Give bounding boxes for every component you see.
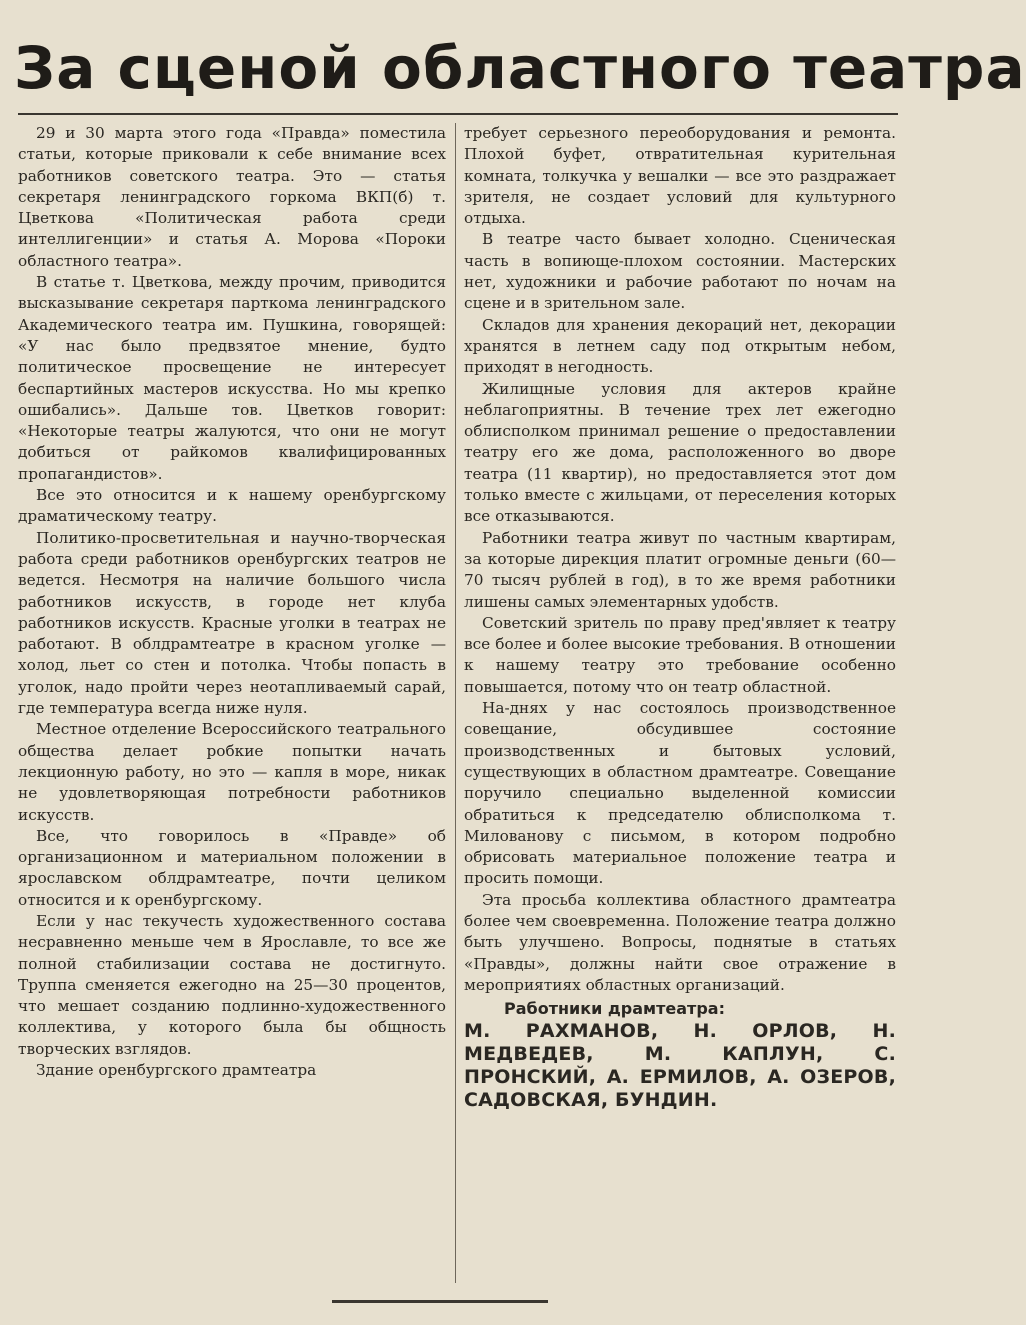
paragraph: Здание оренбургского драмтеатра	[36, 1061, 317, 1080]
closing-rule	[332, 1300, 548, 1303]
paragraph: 29 и 30 марта этого года «Правда» поместила статьи, которые приковали к себе внимание всех работников советского театра. Это — статья секретаря ленинградского горкома ВКП(б) т. Цветкова «Политическая работа среди интеллигенции» и статья А. Морова «Пороки областного театра».	[18, 124, 446, 270]
paragraph: Все, что говорилось в «Правде» об организационном и материальном положении в ярославском облдрамтеатре, почти целиком относится и к оренбургскому.	[18, 826, 446, 909]
right-column	[464, 123, 896, 1112]
paragraph: Работники театра живут по частным квартирам, за которые дирекция платит огромные деньги (60—70 тысяч рублей в год), в то же время работники лишены самых элементарных удобств.	[464, 528, 896, 611]
paragraph: В статье т. Цветкова, между прочим, приводится высказывание секретаря парткома ленинградского Академического театра им. Пушкина, говорящей: «У нас было предвзятое мнение, будто политическое просвещение не интересует беспартийных мастеров искусства. Но мы крепко ошибались». Дальше тов. Цветков говорит: «Некоторые театры жалуются, что они не могут добиться от райкомов квалифицированных пропагандистов».	[18, 273, 446, 483]
paragraph: Все это относится и к нашему оренбургскому драматическому театру.	[18, 486, 446, 526]
signature-heading: Работники драмтеатра:	[504, 999, 725, 1019]
signature-names: М. РАХМАНОВ, Н. ОРЛОВ, Н. МЕДВЕДЕВ, М. КАПЛУН, С. ПРОНСКИЙ, А. ЕРМИЛОВ, А. ОЗЕРОВ, САДОВСКАЯ, БУНДИН.	[464, 1020, 896, 1112]
paragraph: На-днях у нас состоялось производственное совещание, обсудившее состояние производственных и бытовых условий, существующих в областном драмтеатре. Совещание поручило специально выделенной комиссии обратиться к председателю облисполкома т. Милованову с письмом, в котором подробно обрисовать материальное положение театра и просить помощи.	[464, 699, 896, 888]
paragraph: Складов для хранения декораций нет, декорации хранятся в летнем саду под открытым небом, приходят в негодность.	[464, 315, 896, 377]
article-headline: За сценой областного театра	[14, 34, 1026, 102]
paragraph: Жилищные условия для актеров крайне неблагоприятны. В течение трех лет ежегодно облисполком принимал решение о предоставлении театру его же дома, расположенного во дворе театра (11 квартир), но предоставляется этот дом только вместе с жильцами, от переселения которых все отказываются.	[464, 379, 896, 526]
paragraph: Советский зритель по праву пред'являет к театру все более и более высокие требования. В отношении к нашему театру это требование особенно повышается, потому что он театр областной.	[464, 613, 896, 696]
paragraph: Политико-просветительная и научно-творческая работа среди работников оренбургских театров не ведется. Несмотря на наличие большого числа работников искусств, в городе нет клуба работников искусств. Красные уголки в театрах не работают. В облдрамтеатре в красном уголке — холод, льет со стен и потолка. Чтобы попасть в уголок, надо пройти через неотапливаемый сарай, где температура всегда ниже нуля.	[18, 528, 446, 718]
paragraph: В театре часто бывает холодно. Сценическая часть в вопиюще-плохом состоянии. Мастерских нет, художники и рабочие работают по ночам на сцене и в зрительном зале.	[464, 230, 896, 313]
paragraph: Эта просьба коллектива областного драмтеатра более чем своевременна. Положение театра должно быть улучшено. Вопросы, поднятые в статьях «Правды», должны найти свое отражение в мероприятиях областных организаций.	[464, 890, 896, 994]
paragraph: требует серьезного переоборудования и ремонта. Плохой буфет, отвратительная курительная комната, толкучка у вешалки — все это раздражает зрителя, не создает условий для культурного отдыха.	[464, 124, 896, 228]
column-divider	[455, 123, 456, 1283]
left-column	[18, 123, 446, 1081]
paragraph: Местное отделение Всероссийского театрального общества делает робкие попытки начать лекционную работу, но это — капля в море, никак не удовлетворяющая потребности работников искусств.	[18, 720, 446, 824]
bleed-through-text	[640, 0, 900, 26]
headline-rule	[18, 113, 898, 115]
paragraph: Если у нас текучесть художественного состава несравненно меньше чем в Ярославле, то все же полной стабилизации состава не достигнуто. Труппа сменяется ежегодно на 25—30 процентов, что мешает созданию подлинно-художественного коллектива, у которого была бы общность творческих взглядов.	[18, 911, 446, 1058]
